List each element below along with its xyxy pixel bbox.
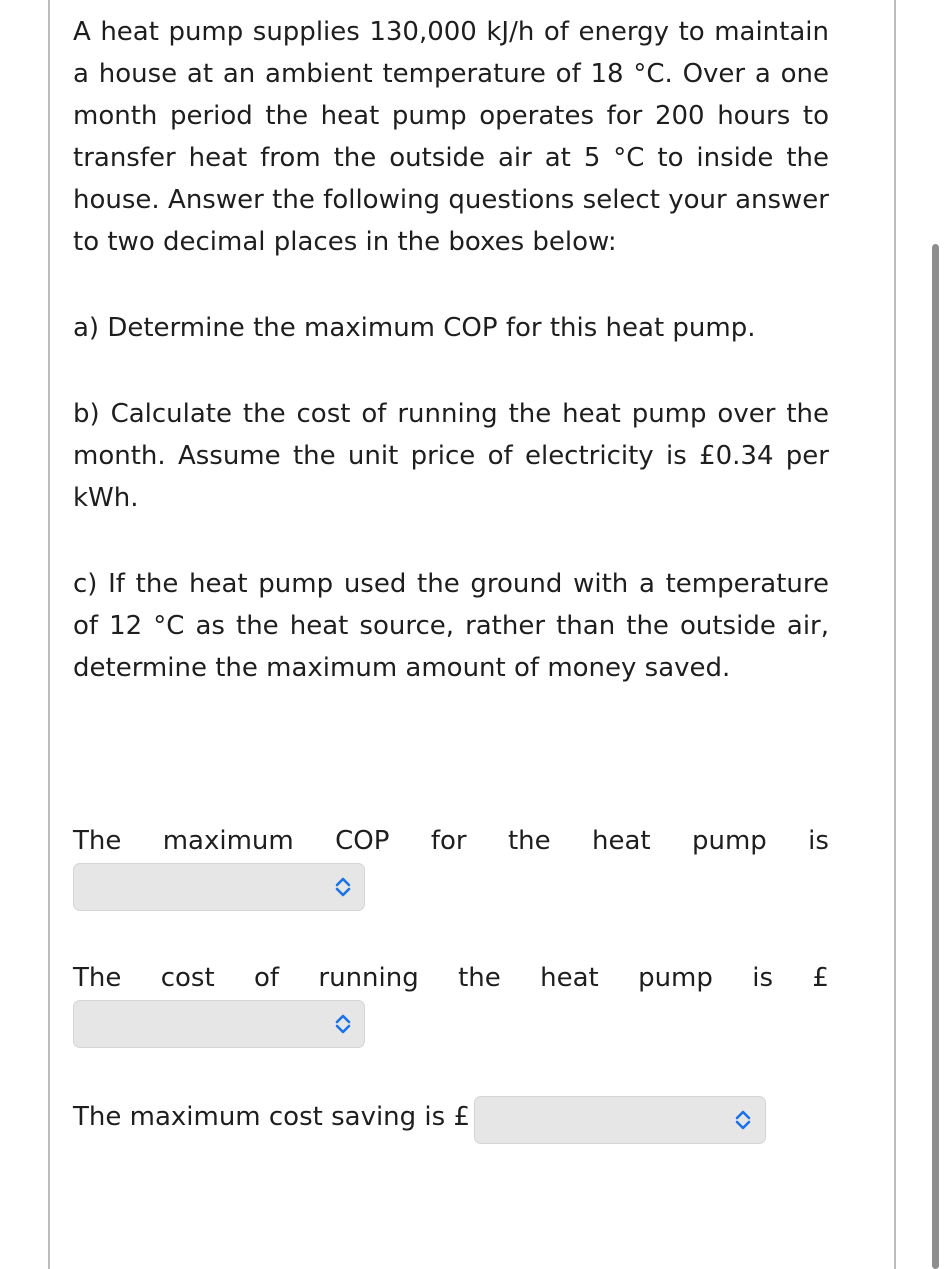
cop-word: The xyxy=(73,826,122,856)
cost-word: pump xyxy=(638,963,713,993)
cop-select[interactable] xyxy=(73,863,365,911)
select-arrows-icon xyxy=(332,1012,354,1036)
cost-word: of xyxy=(254,963,280,993)
cop-word: maximum xyxy=(162,826,294,856)
cop-answer-label xyxy=(73,820,829,862)
cost-word: running xyxy=(318,963,419,993)
cost-word: cost xyxy=(160,963,215,993)
cost-word: The xyxy=(73,963,122,993)
cop-word: for xyxy=(430,826,467,856)
cop-word: COP xyxy=(335,826,390,856)
question-content xyxy=(73,11,829,689)
question-part-c: c) If the heat pump used the ground with a temperature of 12 °C as the heat source, rather than the outside air, determine the maximum amount of money saved. xyxy=(73,569,829,683)
cost-answer-label xyxy=(73,957,829,999)
select-arrows-icon xyxy=(332,875,354,899)
cop-word: pump xyxy=(691,826,767,856)
saving-answer-label: The maximum cost saving is £ xyxy=(73,1102,471,1132)
select-arrows-icon xyxy=(732,1108,754,1132)
question-part-a: a) Determine the maximum COP for this heat pump. xyxy=(73,313,756,343)
cost-word: heat xyxy=(540,963,599,993)
cop-word: heat xyxy=(591,826,651,856)
question-intro: A heat pump supplies 130,000 kJ/h of energy to maintain a house at an ambient temperature of 18 °C. Over a one month period the heat pump operates for 200 hours to transfer heat from the outside air at 5 °C to inside the house. Answer the following questions select your answer to two decimal places in the boxes below: xyxy=(73,17,829,257)
cost-word: is xyxy=(752,963,774,993)
vertical-scrollbar[interactable] xyxy=(932,244,939,1269)
cost-word: £ xyxy=(812,963,829,993)
saving-select[interactable] xyxy=(474,1096,766,1144)
cop-word: is xyxy=(808,826,829,856)
question-part-b: b) Calculate the cost of running the heat pump over the month. Assume the unit price of electricity is £0.34 per kWh. xyxy=(73,399,829,513)
cost-word: the xyxy=(458,963,501,993)
cop-word: the xyxy=(507,826,551,856)
cost-select[interactable] xyxy=(73,1000,365,1048)
